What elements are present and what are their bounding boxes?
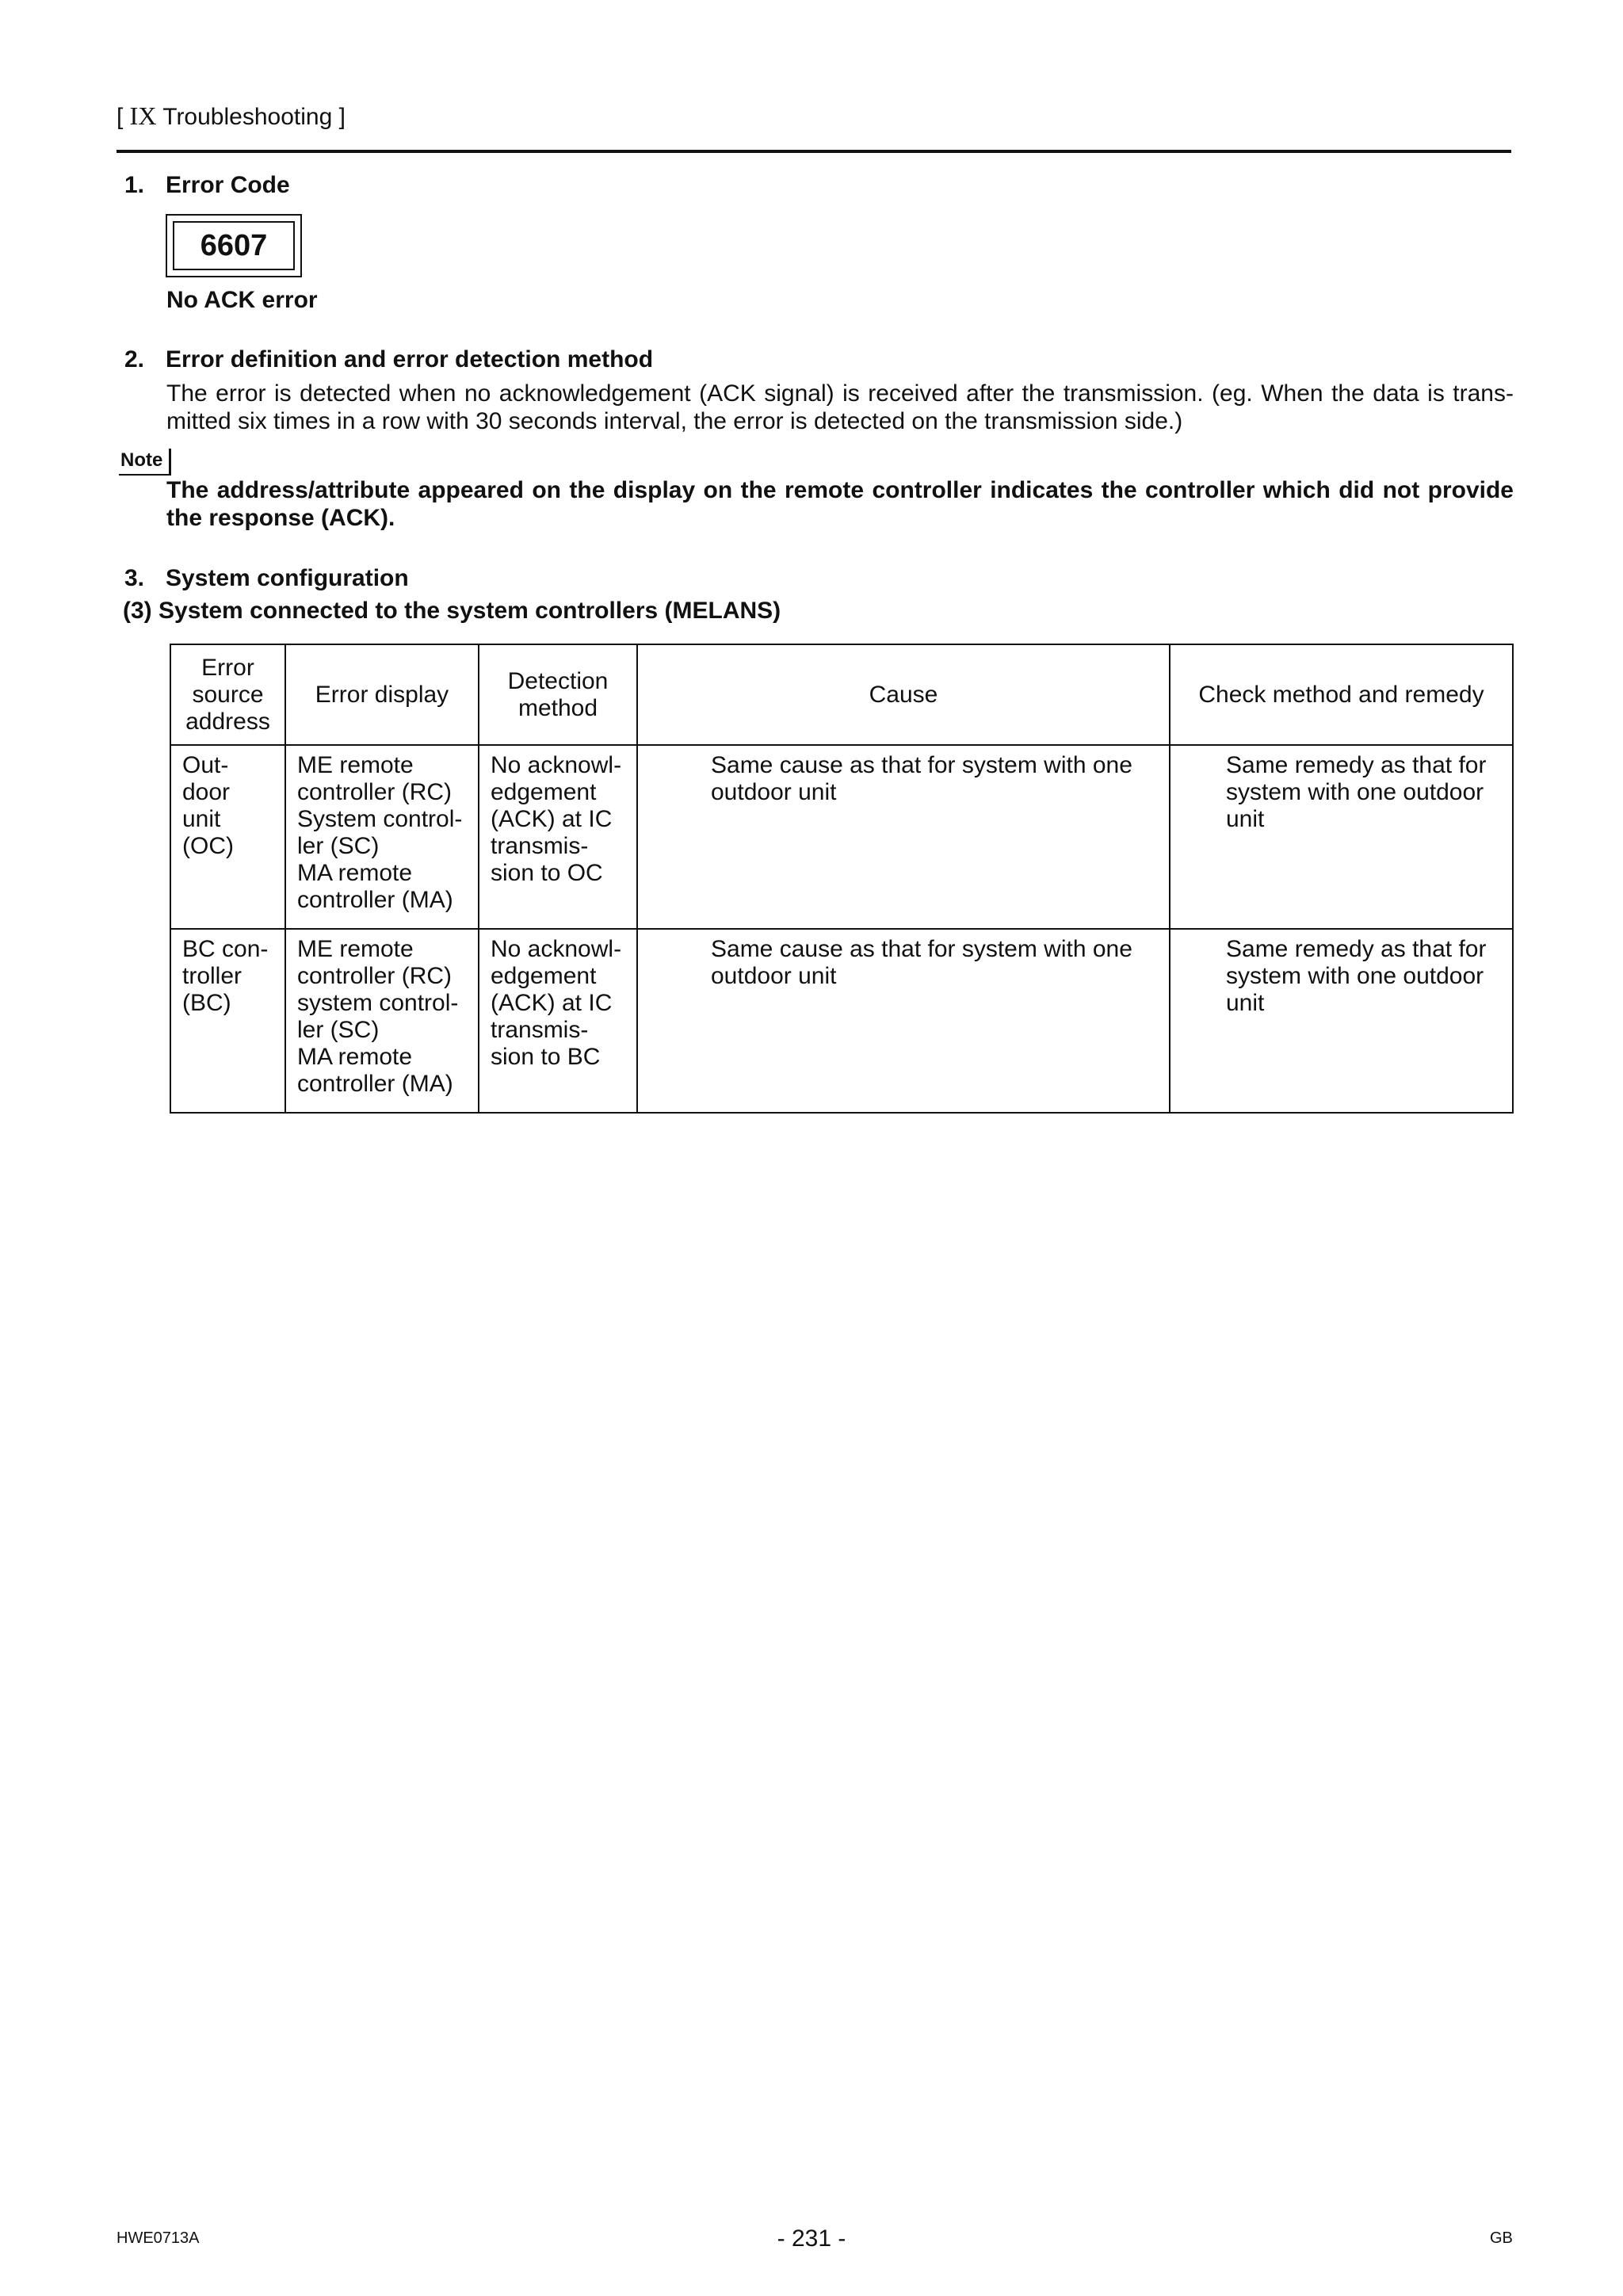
page-header: [ IX Troubleshooting ] xyxy=(116,101,346,130)
cell-display: ME remote controller (RC) System control- ler (SC) MA remote controller (MA) xyxy=(285,745,479,929)
error-definition: The error is detected when no acknowledgement (ACK signal) is received after the transmission. (eg. When the data is trans- mitted six times in a row with 30 seconds interval, the error is detected on the transmission side.) xyxy=(166,380,1514,434)
header-error-source-address: Error source address xyxy=(170,644,285,745)
cell-remedy: Same remedy as that for system with one outdoor unit xyxy=(1170,929,1513,1113)
section-3-heading: 3. System configuration xyxy=(124,565,409,591)
cell-address: BC con- troller (BC) xyxy=(170,929,285,1113)
footer-doc-id: HWE0713A xyxy=(116,2229,200,2247)
header-rule xyxy=(116,150,1511,153)
section-2-heading: 2. Error definition and error detection method xyxy=(124,346,654,372)
error-code-box xyxy=(166,214,302,277)
cell-cause: Same cause as that for system with one outdoor unit xyxy=(637,745,1170,929)
section-1-heading: 1. Error Code xyxy=(124,172,290,198)
chapter-number: IX xyxy=(129,101,157,130)
section-3-subtitle: (3) System connected to the system controllers (MELANS) xyxy=(123,598,781,624)
cell-detection: No acknowl- edgement (ACK) at IC transmis- sion to BC xyxy=(479,929,637,1113)
cell-address: Out- door unit (OC) xyxy=(170,745,285,929)
footer-region: GB xyxy=(1490,2229,1513,2247)
table-header-row xyxy=(170,644,1513,745)
header-cause: Cause xyxy=(637,644,1170,745)
table-row xyxy=(170,745,1513,929)
header-remedy: Check method and remedy xyxy=(1170,644,1513,745)
error-code: 6607 xyxy=(173,221,295,270)
error-code-name: No ACK error xyxy=(166,287,318,313)
cell-cause: Same cause as that for system with one outdoor unit xyxy=(637,929,1170,1113)
table-row xyxy=(170,929,1513,1113)
cell-display: ME remote controller (RC) system control- ler (SC) MA remote controller (MA) xyxy=(285,929,479,1113)
error-table xyxy=(170,644,1514,1114)
cell-detection: No acknowl- edgement (ACK) at IC transmis- sion to OC xyxy=(479,745,637,929)
header-error-display: Error display xyxy=(285,644,479,745)
note-text: The address/attribute appeared on the display on the remote controller indicates the controller which did not provide the response (ACK). xyxy=(166,477,1514,531)
header-detection-method: Detection method xyxy=(479,644,637,745)
footer-page-number: - 231 - xyxy=(777,2225,846,2252)
note-label: Note xyxy=(119,449,171,476)
cell-remedy: Same remedy as that for system with one outdoor unit xyxy=(1170,745,1513,929)
chapter-title: Troubleshooting xyxy=(162,104,333,130)
